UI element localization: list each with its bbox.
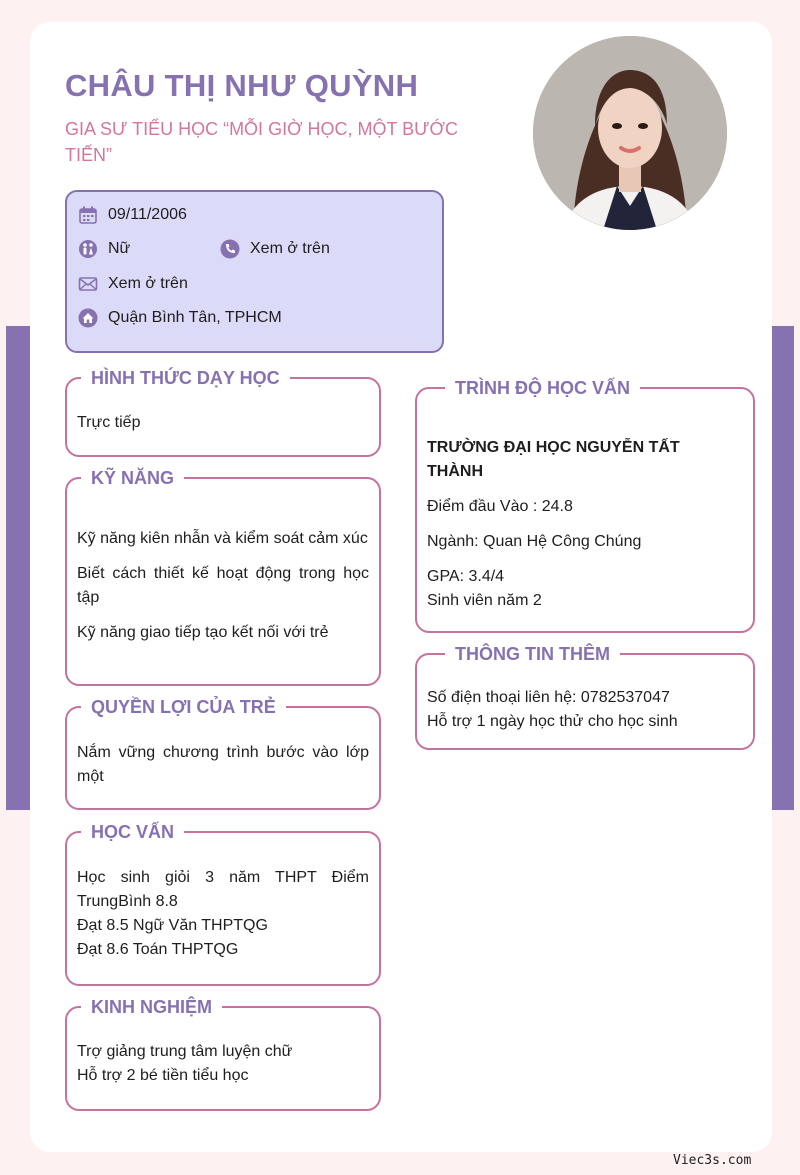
info-birthday: [78, 205, 187, 225]
avatar: [533, 36, 727, 230]
section-title: QUYỀN LỢI CỦA TRẺ: [81, 695, 286, 719]
gender-icon: [78, 239, 98, 259]
right-accent-band: [772, 326, 794, 810]
info-email: [78, 274, 188, 294]
calendar-icon: [78, 205, 98, 225]
section-teaching-mode: [65, 368, 381, 457]
study-year: Sinh viên năm 2: [427, 592, 542, 609]
section-experience: [65, 997, 381, 1111]
home-icon: [78, 308, 98, 328]
section-additional: [415, 644, 755, 750]
mail-icon: [78, 274, 98, 294]
experience-line: Hỗ trợ 2 bé tiền tiểu học: [77, 1067, 249, 1084]
email-value: Xem ở trên: [108, 275, 188, 292]
section-benefits: [65, 697, 381, 810]
benefit-line: Nắm vững chương trình bước vào lớp một: [77, 744, 369, 785]
section-body: [77, 741, 369, 789]
skill-item: Kỹ năng kiên nhẫn và kiểm soát cảm xúc: [77, 530, 368, 547]
section-title: KINH NGHIỆM: [81, 995, 222, 1019]
phone-icon: [220, 239, 240, 259]
watermark: Viec3s.com: [673, 1153, 752, 1168]
phone-value: Xem ở trên: [250, 240, 330, 257]
section-body: [77, 866, 369, 962]
additional-line: Số điện thoại liên hệ: 0782537047: [427, 689, 670, 706]
birthday-value: 09/11/2006: [108, 206, 187, 223]
candidate-name: CHÂU THỊ NHƯ QUỲNH: [65, 68, 419, 103]
section-learning: [65, 822, 381, 986]
learning-line: Đạt 8.6 Toán THPTQG: [77, 941, 239, 958]
additional-line: Hỗ trợ 1 ngày học thử cho học sinh: [427, 713, 678, 730]
school-name: TRƯỜNG ĐẠI HỌC NGUYỄN TẤT THÀNH: [427, 439, 680, 480]
info-gender: [78, 239, 130, 259]
info-address: [78, 308, 282, 328]
gender-value: Nữ: [108, 240, 131, 257]
section-title: HÌNH THỨC DẠY HỌC: [81, 366, 290, 390]
entry-score: Điểm đầu Vào : 24.8: [427, 498, 573, 515]
personal-info-box: [65, 190, 444, 353]
skill-item: Biết cách thiết kế hoạt động trong học tập: [77, 565, 369, 606]
section-body: [427, 436, 743, 613]
section-body: [77, 527, 369, 645]
avatar-illustration: [533, 36, 727, 230]
section-skills: [65, 468, 381, 686]
address-value: Quận Bình Tân, TPHCM: [108, 309, 282, 326]
learning-line: Học sinh giỏi 3 năm THPT Điểm TrungBình 8.8: [77, 869, 369, 910]
section-title: KỸ NĂNG: [81, 466, 184, 490]
section-title: THÔNG TIN THÊM: [445, 642, 620, 666]
skill-item: Kỹ năng giao tiếp tạo kết nối với trẻ: [77, 624, 329, 641]
learning-line: Đạt 8.5 Ngữ Văn THPTQG: [77, 917, 268, 934]
left-accent-band: [6, 326, 32, 810]
teaching-mode-line: Trực tiếp: [77, 414, 141, 431]
info-phone: [220, 239, 330, 259]
major: Ngành: Quan Hệ Công Chúng: [427, 533, 642, 550]
section-title: TRÌNH ĐỘ HỌC VẤN: [445, 376, 640, 400]
experience-line: Trợ giảng trung tâm luyện chữ: [77, 1043, 293, 1060]
section-title: HỌC VẤN: [81, 820, 184, 844]
gpa: GPA: 3.4/4: [427, 568, 505, 585]
section-body: [77, 411, 369, 435]
section-body: [427, 686, 743, 734]
section-body: [77, 1040, 369, 1088]
candidate-subtitle: GIA SƯ TIỂU HỌC “MỖI GIỜ HỌC, MỘT BƯỚC TIẾN”: [65, 119, 458, 165]
section-education: [415, 378, 755, 633]
